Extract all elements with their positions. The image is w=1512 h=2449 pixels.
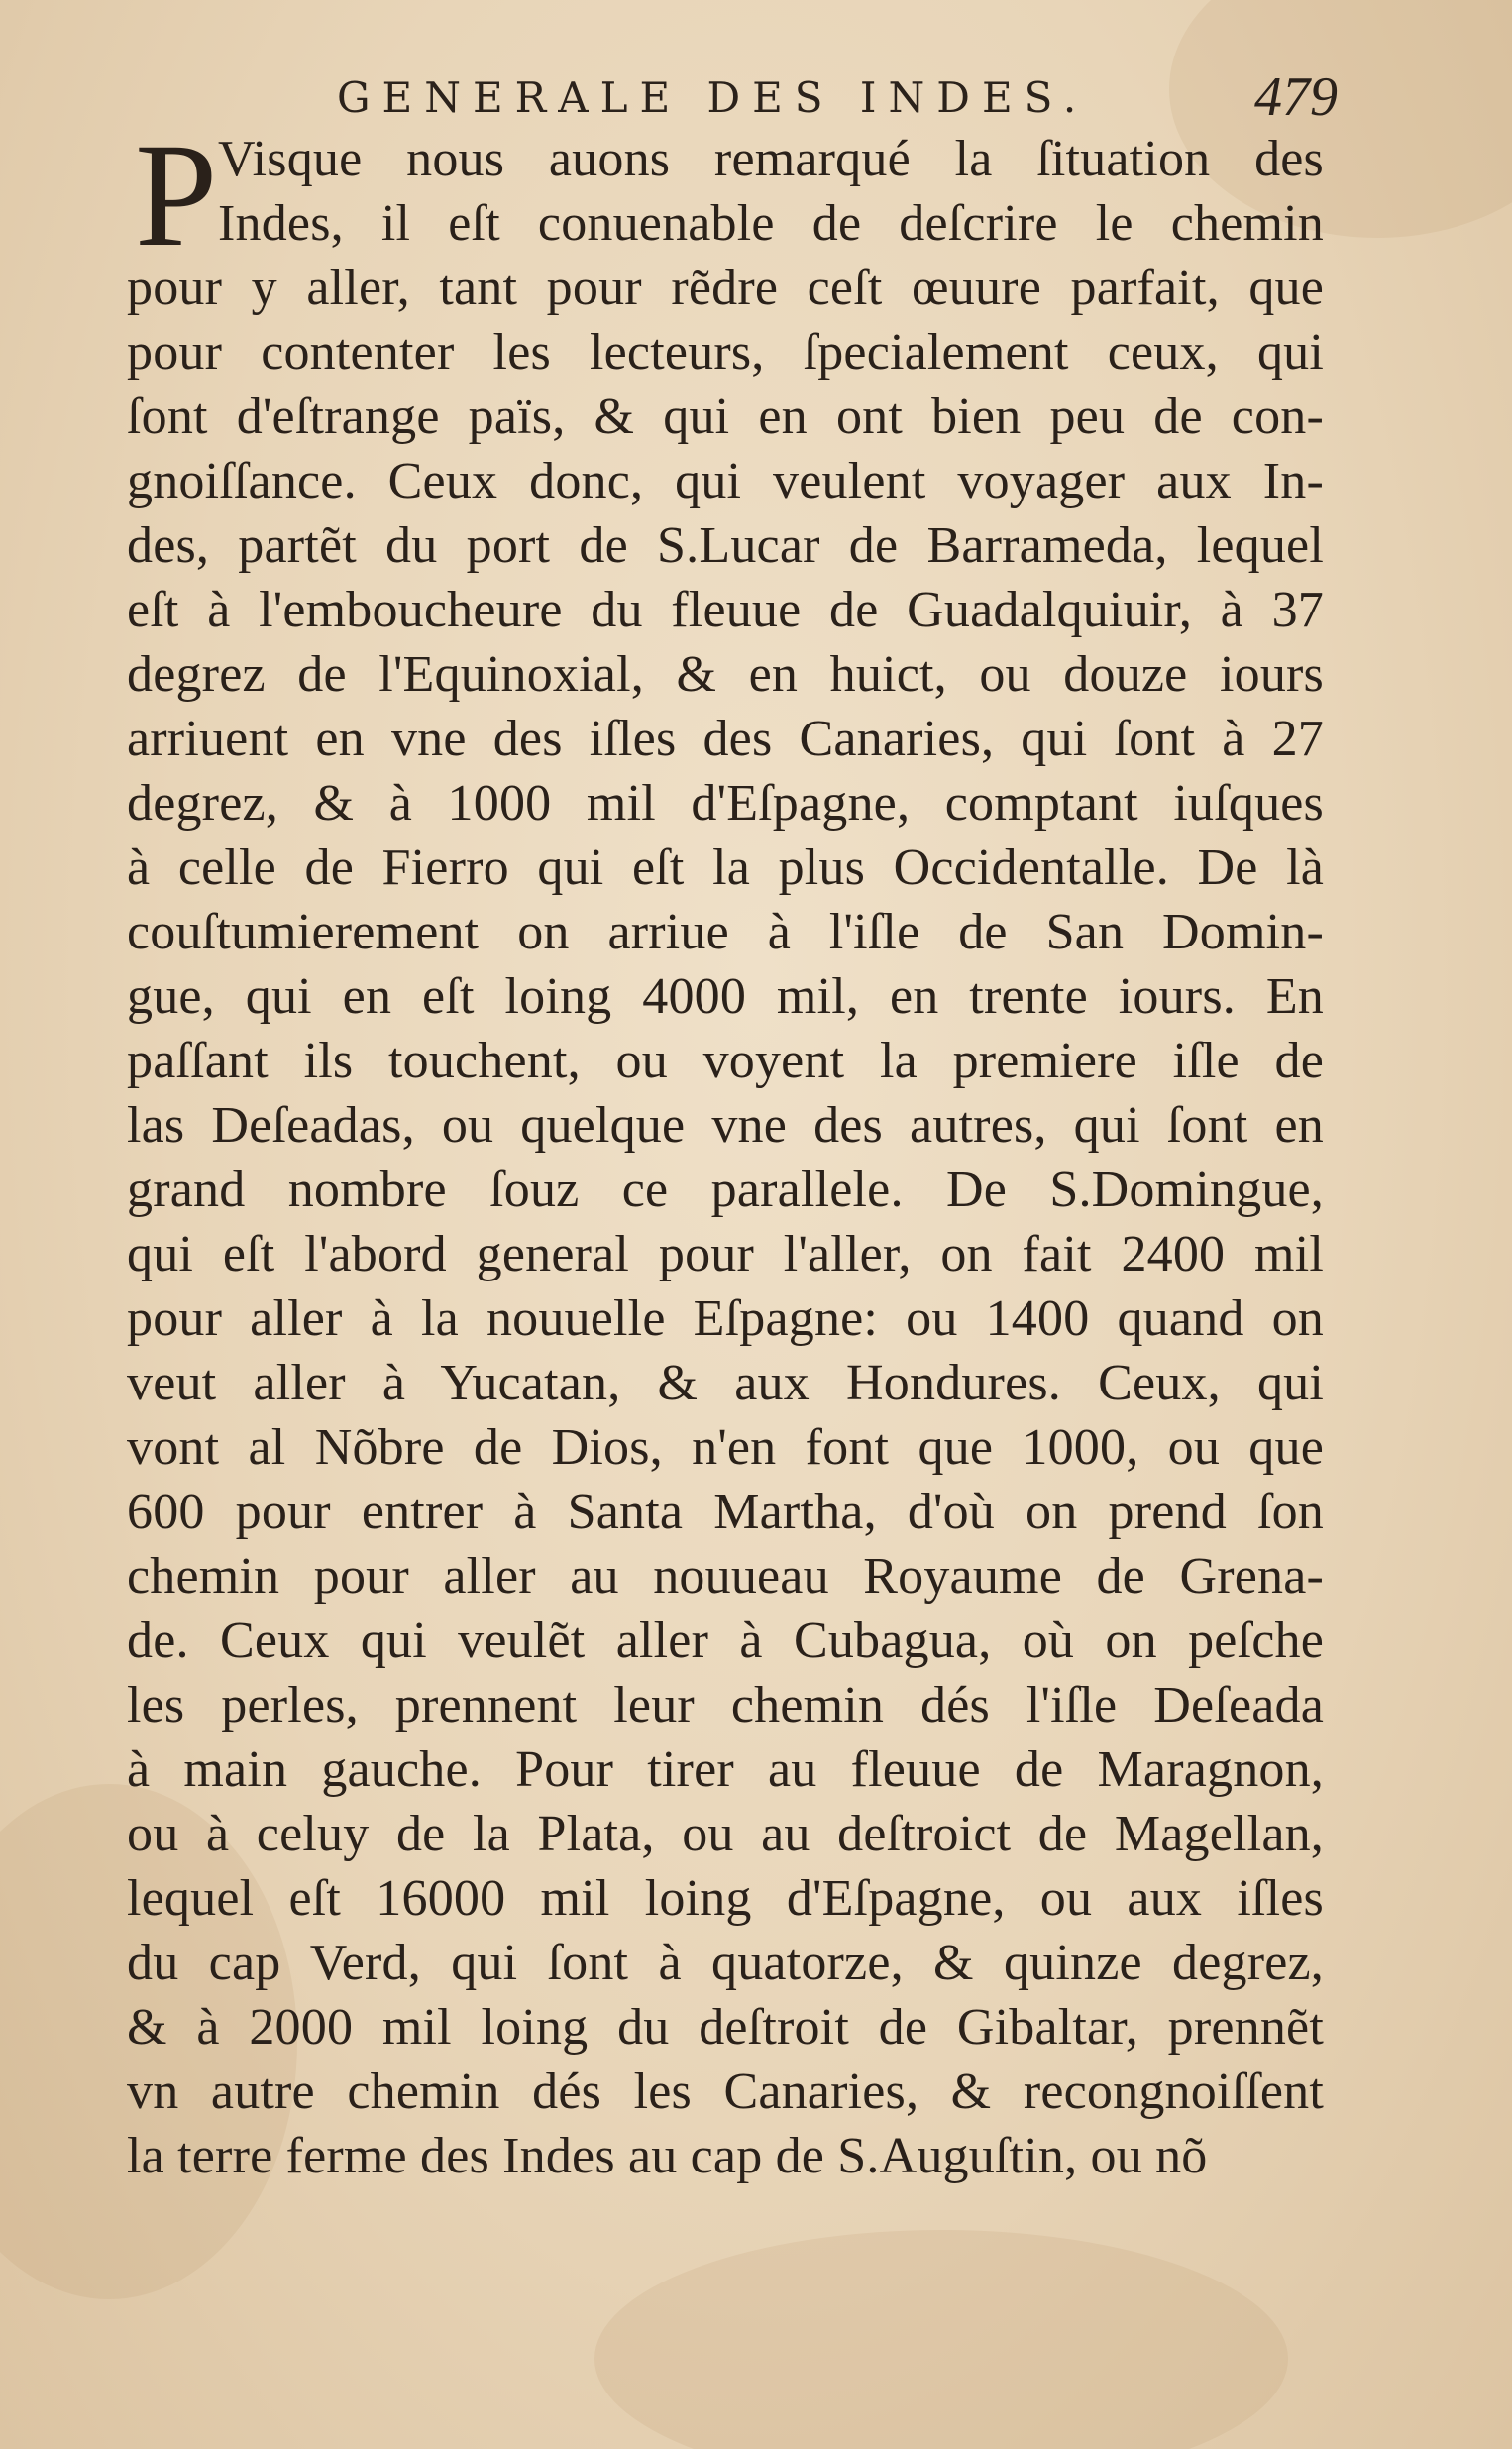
text-line: la terre ferme des Indes au cap de S.Auguſtin, ou nõ	[127, 2128, 1208, 2184]
text-line: couſtumierement on arriue à l'iſle de San Domin-	[127, 904, 1324, 960]
paper-stain	[594, 2230, 1288, 2449]
running-title: GENERALE DES INDES.	[337, 73, 1089, 122]
text-line: lequel eſt 16000 mil loing d'Eſpagne, ou aux iſles	[127, 1870, 1324, 1927]
text-line: grand nombre ſouz ce parallele. De S.Domingue,	[127, 1162, 1324, 1218]
text-line: à main gauche. Pour tirer au fleuue de Maragnon,	[127, 1741, 1324, 1798]
drop-cap: P	[135, 113, 218, 278]
text-line: eſt à l'emboucheure du fleuue de Guadalquiuir, à 37	[127, 582, 1324, 638]
text-line: paſſant ils touchent, ou voyent la premiere iſle de	[127, 1033, 1324, 1089]
text-line: las Deſeadas, ou quelque vne des autres, qui ſont en	[127, 1097, 1324, 1154]
text-line: vn autre chemin dés les Canaries, & recongnoiſſent	[127, 2063, 1324, 2120]
text-line: degrez, & à 1000 mil d'Eſpagne, comptant iuſques	[127, 775, 1324, 832]
text-line: pour contenter les lecteurs, ſpecialement ceux, qui	[127, 324, 1324, 381]
text-line: & à 2000 mil loing du deſtroit de Gibaltar, prennẽt	[127, 1999, 1324, 2056]
text-line: gue, qui en eſt loing 4000 mil, en trente iours. En	[127, 968, 1324, 1025]
text-line: les perles, prennent leur chemin dés l'iſle Deſeada	[127, 1677, 1324, 1733]
text-line: du cap Verd, qui ſont à quatorze, & quinze degrez,	[127, 1935, 1324, 1991]
text-line: ou à celuy de la Plata, ou au deſtroict de Magellan,	[127, 1806, 1324, 1862]
page-number: 479	[1254, 66, 1338, 128]
text-line: degrez de l'Equinoxial, & en huict, ou douze iours	[127, 646, 1324, 703]
text-line: gnoiſſance. Ceux donc, qui veulent voyager aux In-	[127, 453, 1324, 509]
page-header	[337, 65, 1338, 135]
text-line: pour aller à la nouuelle Eſpagne: ou 1400 quand on	[127, 1290, 1324, 1347]
text-line: arriuent en vne des iſles des Canaries, qui ſont à 27	[127, 711, 1324, 767]
text-line: chemin pour aller au nouueau Royaume de Grena-	[127, 1548, 1324, 1605]
text-line: de. Ceux qui veulẽt aller à Cubagua, où on peſche	[127, 1613, 1324, 1669]
text-line: des, partẽt du port de S.Lucar de Barrameda, lequel	[127, 517, 1324, 574]
text-line: qui eſt l'abord general pour l'aller, on fait 2400 mil	[127, 1226, 1324, 1282]
body-text	[127, 113, 1324, 2188]
text-line: ſont d'eſtrange païs, & qui en ont bien peu de con-	[127, 389, 1324, 445]
text-line: à celle de Fierro qui eſt la plus Occidentalle. De là	[127, 839, 1324, 896]
text-line: Visque nous auons remarqué la ſituation des	[218, 131, 1324, 187]
text-line: veut aller à Yucatan, & aux Hondures. Ceux, qui	[127, 1355, 1324, 1411]
text-line: pour y aller, tant pour rẽdre ceſt œuure parfait, que	[127, 260, 1324, 316]
text-line: Indes, il eſt conuenable de deſcrire le chemin	[218, 195, 1324, 252]
text-line: vont al Nõbre de Dios, n'en font que 1000, ou que	[127, 1419, 1324, 1476]
text-line: 600 pour entrer à Santa Martha, d'où on prend ſon	[127, 1484, 1324, 1540]
